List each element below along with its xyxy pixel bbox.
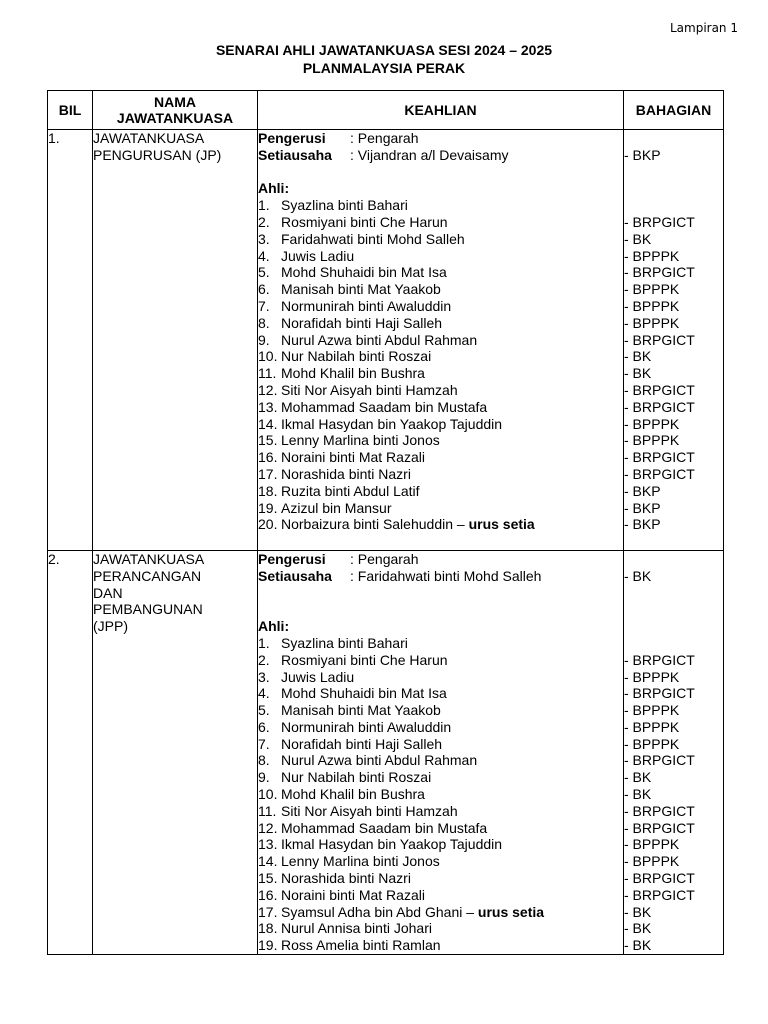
secretary-label: Setiausaha [258,146,332,163]
member-name: Noraini binti Mat Razali [281,449,425,466]
member-number: 7. [258,735,270,752]
member-division: - BKP [624,516,661,533]
member-item [258,315,623,332]
member-item [258,786,623,803]
spacer [624,533,723,550]
member-name: Mohd Shuhaidi bin Mat Isa [281,685,447,702]
secretary-value: : Faridahwati binti Mohd Salleh [350,567,542,584]
member-item [258,719,623,736]
committee-name-line: (JPP) [93,618,128,635]
committee-row [48,130,724,551]
member-number: 10. [258,786,278,803]
member-number: 3. [258,668,270,685]
spacer [258,601,623,618]
committee-name [93,130,258,551]
member-item [258,803,623,820]
spacer [258,164,623,181]
member-item [258,214,623,231]
secretary-division: - BK [624,567,652,584]
member-item [258,449,623,466]
header-keahlian: KEAHLIAN [258,91,624,130]
member-name: Rosmiyani binti Che Harun [281,213,448,230]
member-item [258,416,623,433]
member-division: - BRPGICT [624,398,695,415]
member-division: - BRPGICT [624,213,695,230]
member-name: Mohammad Saadam bin Mustafa [281,398,488,415]
member-item [258,399,623,416]
member-name: Mohd Shuhaidi bin Mat Isa [281,264,447,281]
member-number: 14. [258,853,278,870]
role-separator: – [453,516,469,533]
secretary-label: Setiausaha [258,567,332,584]
member-item [258,348,623,365]
members-heading: Ahli: [258,180,290,197]
member-item [258,500,623,517]
member-name: Norbaizura binti Salehuddin [281,516,453,533]
member-division: - BPPPK [624,702,680,719]
member-number: 3. [258,230,270,247]
member-name: Ikmal Hasydan bin Yaakop Tajuddin [281,415,503,432]
member-name: Nur Nabilah binti Roszai [281,769,432,786]
member-division: - BRPGICT [624,651,695,668]
member-number: 13. [258,836,278,853]
member-division: - BRPGICT [624,449,695,466]
member-division: - BPPPK [624,432,680,449]
member-division: - BRPGICT [624,331,695,348]
member-item [258,820,623,837]
member-item [258,432,623,449]
member-name: Normunirah binti Awaluddin [281,297,452,314]
division-blank [624,551,723,568]
member-number: 18. [258,920,278,937]
committee-name-line: JAWATANKUASA [93,130,205,146]
member-number: 12. [258,819,278,836]
member-division: - BK [624,769,652,786]
member-division: - BPPPK [624,836,680,853]
attachment-label: Lampiran 1 [669,21,738,35]
member-name: Manisah binti Mat Yaakob [281,702,441,719]
member-number: 17. [258,465,278,482]
member-division: - BK [624,903,652,920]
member-name: Norashida binti Nazri [281,870,411,887]
member-number: 6. [258,281,270,298]
member-name: Mohd Khalil bin Bushra [281,786,425,803]
header-nama-line2: JAWATANKUASA [116,110,234,126]
member-item [258,887,623,904]
chairman-label: Pengerusi [258,550,326,567]
member-division: - BRPGICT [624,886,695,903]
member-item [258,231,623,248]
spacer [258,585,623,602]
member-item [258,769,623,786]
member-division: - BRPGICT [624,802,695,819]
member-division: - BPPPK [624,735,680,752]
committee-row [48,550,724,954]
member-division: - BKP [624,499,661,516]
member-item [258,516,623,533]
committee-number: 2. [48,550,93,954]
member-name: Syazlina binti Bahari [281,197,408,214]
member-name: Ikmal Hasydan bin Yaakop Tajuddin [281,836,503,853]
table-header-row [48,91,724,130]
member-number: 18. [258,482,278,499]
member-item [258,483,623,500]
spacer [624,585,723,602]
member-item [258,635,623,652]
member-name: Ross Amelia binti Ramlan [281,937,441,954]
member-number: 7. [258,297,270,314]
member-division: - BPPPK [624,314,680,331]
spacer [624,601,723,618]
member-division: - BRPGICT [624,819,695,836]
member-name: Noraini binti Mat Razali [281,886,425,903]
member-division: - BK [624,348,652,365]
committee-name-line: DAN [93,584,123,601]
member-division: - BKP [624,482,661,499]
member-division: - BRPGICT [624,381,695,398]
member-name: Rosmiyani binti Che Harun [281,651,448,668]
member-item [258,736,623,753]
member-number: 11. [258,802,277,819]
member-item [258,197,623,214]
member-number: 5. [258,702,270,719]
member-role: urus setia [468,516,535,533]
member-number: 6. [258,718,270,735]
member-name: Syamsul Adha bin Abd Ghani [281,903,463,920]
member-division: - BRPGICT [624,870,695,887]
division-cell [624,130,724,551]
spacer [624,164,723,181]
member-number: 19. [258,499,278,516]
member-name: Faridahwati binti Mohd Salleh [281,230,465,247]
member-division: - BPPPK [624,668,680,685]
committee-name [93,550,258,954]
member-division: - BK [624,920,652,937]
member-name: Azizul bin Mansur [281,499,392,516]
member-name: Nurul Azwa binti Abdul Rahman [281,331,478,348]
secretary-line [258,568,623,585]
chairman-label: Pengerusi [258,130,326,146]
member-number: 12. [258,381,278,398]
member-item [258,752,623,769]
member-number: 15. [258,870,278,887]
members-heading: Ahli: [258,618,290,635]
member-number: 16. [258,449,278,466]
member-item [258,920,623,937]
member-number: 4. [258,685,270,702]
member-item [258,937,623,954]
committee-number: 1. [48,130,93,551]
chairman-line [258,551,623,568]
member-number: 8. [258,314,270,331]
member-division: - BPPPK [624,718,680,735]
member-number: 13. [258,398,278,415]
member-division: - BRPGICT [624,685,695,702]
member-name: Normunirah binti Awaluddin [281,718,452,735]
member-name: Syazlina binti Bahari [281,634,408,651]
member-division: - BRPGICT [624,752,695,769]
member-number: 2. [258,213,270,230]
member-item [258,652,623,669]
spacer [258,533,623,550]
member-name: Lenny Marlina binti Jonos [281,853,440,870]
member-number: 10. [258,348,278,365]
division-blank [624,618,723,635]
member-item [258,904,623,921]
member-item [258,669,623,686]
chairman-value: : Pengarah [350,550,419,567]
division-blank [624,180,723,197]
member-division: - BRPGICT [624,465,695,482]
member-item [258,248,623,265]
member-number: 5. [258,264,270,281]
division-blank [624,130,723,147]
member-item [258,281,623,298]
committee-name-line: PEMBANGUNAN [93,601,203,618]
member-name: Nur Nabilah binti Roszai [281,348,432,365]
member-item [258,685,623,702]
committee-table [47,90,724,955]
member-division: - BRPGICT [624,264,695,281]
member-number: 8. [258,752,270,769]
member-number: 19. [258,937,278,954]
member-division: - BK [624,937,652,954]
role-separator: – [462,903,478,920]
member-number: 14. [258,415,278,432]
member-name: Mohd Khalil bin Bushra [281,365,425,382]
member-item [258,332,623,349]
header-bil: BIL [48,91,93,130]
member-name: Norashida binti Nazri [281,465,411,482]
member-division: - BPPPK [624,297,680,314]
member-number: 9. [258,769,270,786]
member-division: - BPPPK [624,247,680,264]
member-name: Nurul Azwa binti Abdul Rahman [281,752,478,769]
member-division: - BK [624,786,652,803]
committee-name-line: JAWATANKUASA [93,550,205,567]
member-division [624,635,723,652]
document-subtitle: PLANMALAYSIA PERAK [302,60,466,76]
division-cell [624,550,724,954]
chairman-value: : Pengarah [350,130,419,146]
member-number: 1. [258,197,270,214]
member-name: Mohammad Saadam bin Mustafa [281,819,488,836]
secretary-value: : Vijandran a/l Devaisamy [350,146,509,163]
member-item [258,702,623,719]
member-name: Ruzita binti Abdul Latif [281,482,420,499]
member-item [258,466,623,483]
member-name: Juwis Ladiu [281,247,355,264]
member-division [624,197,723,214]
member-name: Lenny Marlina binti Jonos [281,432,440,449]
member-division: - BPPPK [624,281,680,298]
member-item [258,264,623,281]
document-title: SENARAI AHLI JAWATANKUASA SESI 2024 – 2025 [215,42,553,58]
member-item [258,382,623,399]
member-number: 17. [258,903,278,920]
member-name: Siti Nor Aisyah binti Hamzah [281,381,458,398]
member-division: - BK [624,365,652,382]
member-name: Manisah binti Mat Yaakob [281,281,441,298]
member-division: - BK [624,230,652,247]
member-name: Juwis Ladiu [281,668,355,685]
membership-cell [258,130,624,551]
member-number: 20. [258,516,278,533]
header-nama [93,91,258,130]
committee-name-line: PERANCANGAN [93,567,202,584]
member-number: 11. [258,365,277,382]
member-number: 16. [258,886,278,903]
member-item [258,870,623,887]
member-name: Siti Nor Aisyah binti Hamzah [281,802,458,819]
member-number: 2. [258,651,270,668]
member-item [258,365,623,382]
member-role: urus setia [477,903,545,920]
member-number: 4. [258,247,270,264]
header-bahagian: BAHAGIAN [624,91,724,130]
member-item [258,298,623,315]
membership-cell [258,550,624,954]
member-name: Nurul Annisa binti Johari [281,920,432,937]
member-division: - BPPPK [624,853,680,870]
secretary-division: - BKP [624,146,661,163]
committee-name-line: PENGURUSAN (JP) [93,146,222,163]
chairman-line [258,130,623,147]
member-item [258,836,623,853]
member-name: Norafidah binti Haji Salleh [281,314,443,331]
member-division: - BPPPK [624,415,680,432]
member-name: Norafidah binti Haji Salleh [281,735,443,752]
member-item [258,853,623,870]
member-number: 1. [258,634,270,651]
member-number: 9. [258,331,270,348]
member-number: 15. [258,432,278,449]
secretary-line [258,147,623,164]
header-nama-line1: NAMA [154,94,196,110]
